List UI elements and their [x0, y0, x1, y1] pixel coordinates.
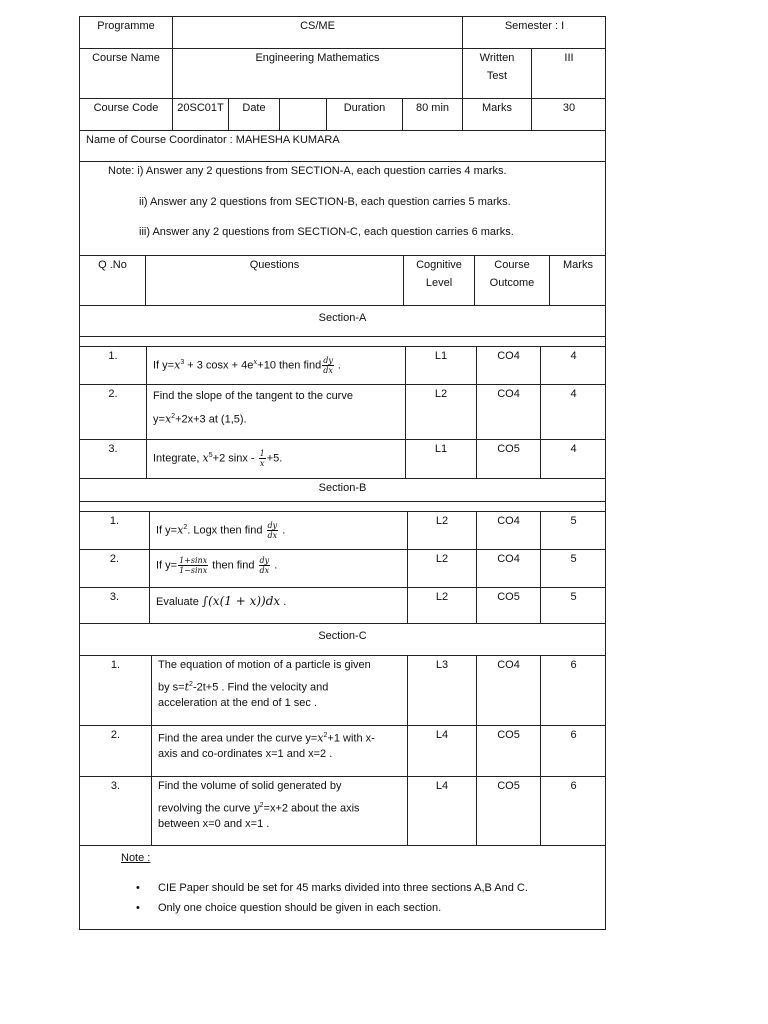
question-marks: 5: [570, 515, 577, 527]
table-row: [79, 440, 606, 479]
column-outcome: Outcome: [489, 277, 535, 289]
course-outcome: CO5: [497, 443, 520, 455]
question-text: If $y=x^2$. Logx then find $\frac{dy}{dx}$ .: [156, 521, 286, 541]
question-marks: 5: [570, 553, 577, 565]
semester: Semester : I: [504, 20, 565, 32]
question-marks: 6: [570, 780, 577, 792]
table-row: [79, 726, 606, 777]
table-row: [79, 656, 606, 726]
question-number: 2.: [109, 553, 120, 565]
course-outcome: CO4: [497, 553, 520, 565]
question-number: 2.: [108, 388, 118, 400]
cognitive-level: L4: [435, 780, 449, 792]
table-row: [79, 550, 606, 588]
question-text-line1: Find the slope of the tangent to the curve: [153, 390, 353, 402]
cognitive-level: L1: [434, 350, 448, 362]
question-text: Evaluate ∫(x(1 + x))dx .: [156, 594, 287, 608]
question-text-line2: axis and co-ordinates x=1 and x=2 .: [158, 748, 333, 760]
column-marks: Marks: [563, 259, 593, 271]
question-number: 2.: [110, 729, 121, 741]
column-header-row: [79, 256, 606, 306]
fraction: $\frac{1}{x}$: [259, 449, 265, 469]
programme-label: Programme: [97, 20, 155, 32]
course-outcome: CO4: [497, 515, 520, 527]
question-text-line1: The equation of motion of a particle is given: [158, 659, 371, 671]
duration-label: Duration: [343, 102, 386, 114]
course-name-value: Engineering Mathematics: [255, 52, 380, 64]
question-number: 1.: [110, 659, 121, 671]
instruction-1: Note: i) Answer any 2 questions from SECTION-A, each question carries 4 marks.: [108, 165, 507, 177]
instructions-block: [79, 162, 606, 256]
course-outcome: CO4: [497, 350, 520, 362]
course-code-row: [79, 99, 606, 131]
duration-value: 80 min: [415, 102, 450, 114]
table-row: [79, 347, 606, 385]
marks-label: Marks: [482, 102, 512, 114]
coordinator-row: [79, 131, 606, 162]
programme-value: CS/ME: [300, 20, 335, 32]
course-outcome: CO4: [497, 388, 520, 400]
table-row: [79, 512, 606, 550]
question-marks: 4: [570, 350, 577, 362]
column-qno: Q .No: [98, 259, 127, 271]
course-name-row: [79, 49, 606, 99]
question-marks: 4: [570, 443, 577, 455]
course-outcome: CO5: [497, 780, 520, 792]
programme-row: [79, 16, 606, 49]
question-marks: 6: [570, 659, 577, 671]
test-number: III: [564, 52, 574, 64]
question-number: 1.: [109, 515, 120, 527]
spacer: [79, 502, 606, 512]
written-label-line2: Test: [486, 70, 508, 82]
course-outcome: CO5: [497, 729, 520, 741]
section-a-title: Section-A: [79, 306, 606, 337]
cognitive-level: L1: [434, 443, 448, 455]
question-text-line2: revolving the curve $y^2=x+2$ about the axis: [158, 801, 360, 815]
question-text-line3: acceleration at the end of 1 sec .: [158, 697, 317, 709]
course-code-value: 20SC01T: [177, 102, 224, 114]
fraction: $\frac{1+\sin x}{1-\sin x}$: [179, 556, 208, 575]
question-text-line1: Find the area under the curve $y=x^2+1$ with x-: [158, 731, 375, 745]
instruction-3: iii) Answer any 2 questions from SECTION-C, each question carries 6 marks.: [139, 226, 514, 238]
column-cognitive: Cognitive: [416, 259, 462, 271]
course-coordinator: Name of Course Coordinator : MAHESHA KUMARA: [86, 134, 340, 146]
table-row: [79, 588, 606, 624]
footer-note-title: Note :: [121, 852, 151, 864]
course-outcome: CO4: [497, 659, 520, 671]
footer-bullet-1: • CIE Paper should be set for 45 marks divided into three sections A,B And C.: [136, 878, 528, 898]
cognitive-level: L4: [435, 729, 449, 741]
course-code-label: Course Code: [93, 102, 159, 114]
question-text: If $y=x^3 + 3$ $\cos x + 4e^x+10$ then find $\frac{dy}{dx}$ .: [153, 356, 341, 376]
column-questions: Questions: [249, 259, 300, 271]
question-marks: 4: [570, 388, 577, 400]
question-text: If y= $\frac{1+\sin x}{1-\sin x}$ then find $\frac{dy}{dx}$ .: [156, 556, 278, 575]
footer-bullet-list: [136, 878, 528, 918]
section-c-title: Section-C: [79, 624, 606, 656]
section-b-title: Section-B: [79, 479, 606, 502]
question-marks: 5: [570, 591, 577, 603]
question-text-line3: between x=0 and x=1 .: [158, 818, 270, 830]
fraction: $\frac{dy}{dx}$: [323, 356, 333, 376]
written-label-line1: Written: [479, 52, 515, 64]
cognitive-level: L2: [435, 515, 449, 527]
table-row: [79, 385, 606, 440]
cognitive-level: L3: [435, 659, 449, 671]
question-text-line2: $y=x^2+2x+3$ at (1,5).: [153, 412, 247, 426]
question-text: Integrate, $x^5+2$ sinx - $\frac{1}{x}$ +5.: [153, 449, 283, 469]
question-text-line1: Find the volume of solid generated by: [158, 780, 342, 792]
cognitive-level: L2: [435, 591, 449, 603]
footer-bullet-2: • Only one choice question should be given in each section.: [136, 898, 528, 918]
fraction: $\frac{dy}{dx}$: [267, 521, 278, 541]
cognitive-level: L2: [435, 553, 449, 565]
footer-note-block: [79, 846, 606, 930]
question-number: 3.: [109, 591, 120, 603]
spacer: [79, 337, 606, 347]
question-marks: 6: [570, 729, 577, 741]
marks-value: 30: [562, 102, 576, 114]
cognitive-level: L2: [434, 388, 448, 400]
date-label: Date: [242, 102, 266, 114]
question-text-line2: by $s=t^2-2t+5$ . Find the velocity and: [158, 680, 329, 694]
course-outcome: CO5: [497, 591, 520, 603]
fraction: $\frac{dy}{dx}$: [259, 556, 270, 575]
column-course: Course: [494, 259, 530, 271]
question-number: 3.: [110, 780, 121, 792]
course-name-label: Course Name: [92, 52, 160, 64]
question-number: 1.: [108, 350, 118, 362]
column-level: Level: [425, 277, 453, 289]
instruction-2: ii) Answer any 2 questions from SECTION-B, each question carries 5 marks.: [139, 196, 511, 208]
table-row: [79, 777, 606, 846]
question-number: 3.: [108, 443, 118, 455]
